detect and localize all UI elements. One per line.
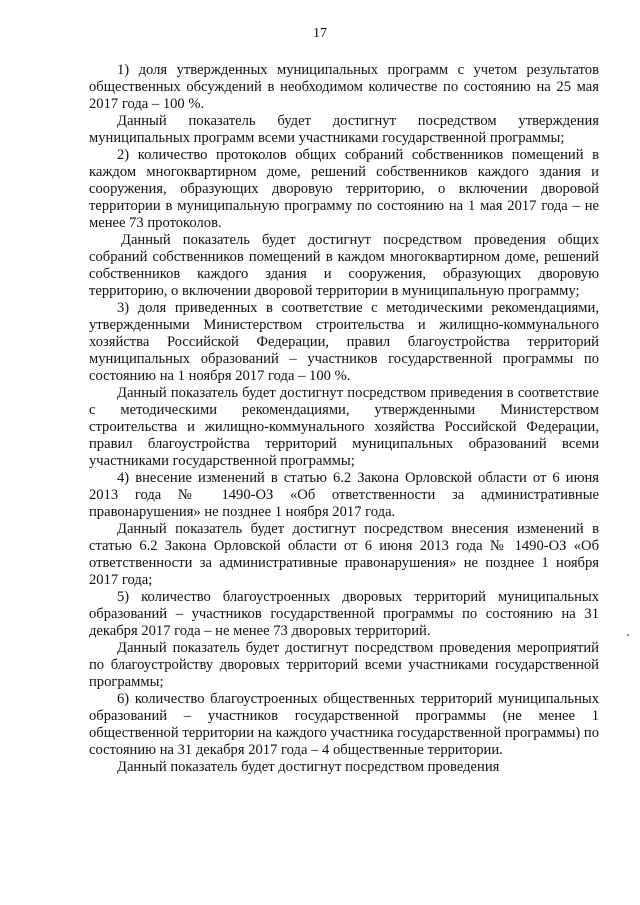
paragraph-indicator-6-note: Данный показатель будет достигнут посредством проведения [117,759,500,775]
paragraph-indicator-3: 3) доля приведенных в соответствие с методическими рекомендациями, утвержденными Министерством строительства и жилищно-коммунального хозяйства Российской Федерации, правил благоустройства территорий муниципальных образований – участников государственной программы по состоянию на 1 ноября 2017 года – 100 %. [89,300,599,384]
paragraph-indicator-2: 2) количество протоколов общих собраний собственников помещений в каждом многоквартирном доме, решений собственников каждого здания и сооружения, образующих дворовую территорию, о включении дворовой территории в муниципальную программу по состоянию на 1 мая 2017 года – не менее 73 протоколов. [89,147,599,231]
document-body [89,62,599,776]
paragraph-indicator-4-note: Данный показатель будет достигнут посредством внесения изменений в статью 6.2 Закона Орловской области от 6 июня 2013 года № 1490-ОЗ «Об ответственности за административные правонарушения» не позднее 1 ноября 2017 года; [89,521,599,588]
paragraph-indicator-3-note: Данный показатель будет достигнут посредством приведения в соответствие с методическими рекомендациями, утвержденными Министерством строительства и жилищно-коммунального хозяйства Российской Федерации, правил благоустройства территорий муниципальных образований всеми участниками государственной программы; [89,385,599,469]
paragraph-indicator-4: 4) внесение изменений в статью 6.2 Закона Орловской области от 6 июня 2013 года № 1490-ОЗ «Об ответственности за административные правонарушения» не позднее 1 ноября 2017 года. [89,470,599,520]
paragraph-indicator-1-note: Данный показатель будет достигнут посредством утверждения муниципальных программ всеми участниками государственной программы; [89,113,599,146]
paragraph-indicator-5: 5) количество благоустроенных дворовых территорий муниципальных образований – участников государственной программы по состоянию на 31 декабря 2017 года – не менее 73 дворовых территорий. [89,589,599,639]
page-number: 17 [313,26,327,41]
paragraph-indicator-5-note: Данный показатель будет достигнут посредством проведения мероприятий по благоустройству дворовых территорий всеми участниками государственной программы; [89,640,599,690]
paragraph-indicator-1: 1) доля утвержденных муниципальных программ с учетом результатов общественных обсуждений в необходимом количестве по состоянию на 25 мая 2017 года – 100 %. [89,62,599,112]
paragraph-indicator-6: 6) количество благоустроенных общественных территорий муниципальных образований – участников государственной программы (не менее 1 общественной территории на каждого участника государственной программы) по состоянию на 31 декабря 2017 года – 4 общественные территории. [89,691,599,758]
scan-speck [627,634,629,636]
paragraph-indicator-2-note: Данный показатель будет достигнут посредством проведения общих собраний собственников помещений в каждом многоквартирном доме, решений собственников каждого здания и сооружения, образующих дворовую территорию, о включении дворовой территории в муниципальную программу; [89,232,599,299]
